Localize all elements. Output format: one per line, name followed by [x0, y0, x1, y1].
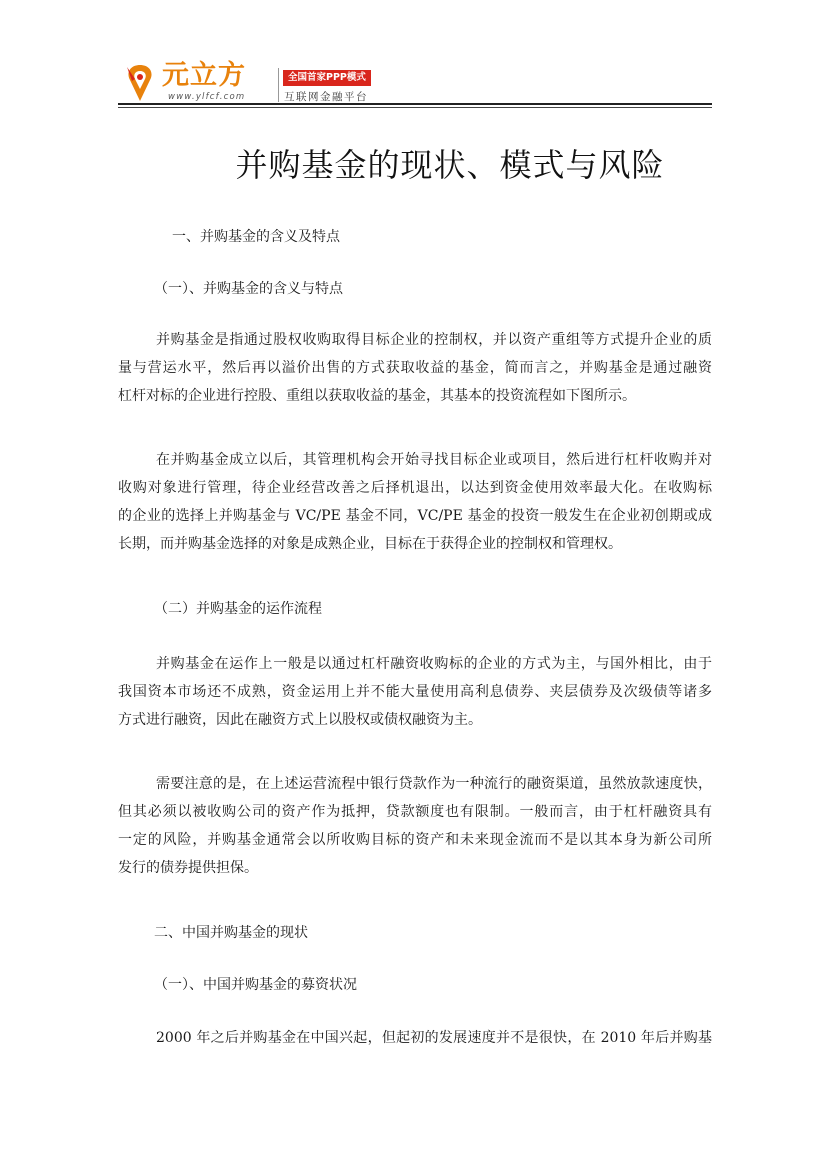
paragraph-line: 长期，而并购基金选择的对象是成熟企业，目标在于获得企业的控制权和管理权。	[118, 536, 622, 552]
paragraph-process	[118, 446, 712, 558]
paragraph-line: 的企业的选择上并购基金与 VC/PE 基金不同，VC/PE 基金的投资一般发生在企业初创期或成	[118, 508, 712, 524]
paragraph-line: 方式进行融资，因此在融资方式上以股权或债权融资为主。	[118, 712, 482, 728]
header-rule-thick	[118, 103, 712, 105]
subsection-heading-1-1: （一）、并购基金的含义与特点	[154, 281, 343, 297]
section-heading-1: 一、并购基金的含义及特点	[172, 229, 340, 245]
paragraph-line: 杠杆对标的企业进行控股、重组以获取收益的基金，其基本的投资流程如下图所示。	[118, 388, 636, 404]
brand-url[interactable]: www.ylfcf.com	[168, 92, 246, 102]
paragraph-line: 在并购基金成立以后，其管理机构会开始寻找目标企业或项目，然后进行杠杆收购并对	[156, 452, 712, 468]
paragraph-definition	[118, 326, 712, 410]
subsection-heading-1-2: （二）并购基金的运作流程	[154, 601, 322, 617]
paragraph-operation	[118, 650, 712, 734]
paragraph-line: 一定的风险，并购基金通常会以所收购目标的资产和未来现金流而不是以其本身为新公司所	[118, 832, 712, 848]
ylfcf-logo-icon	[124, 61, 156, 103]
header-rule-thin	[118, 107, 712, 108]
paragraph-line: 并购基金是指通过股权收购取得目标企业的控制权，并以资产重组等方式提升企业的质	[156, 332, 712, 348]
paragraph-line: 但其必须以被收购公司的资产作为抵押，贷款额度也有限制。一般而言，由于杠杆融资具有	[118, 804, 712, 820]
paragraph-line: 我国资本市场还不成熟，资金运用上并不能大量使用高利息债券、夹层债券及次级债等诸多	[118, 684, 712, 700]
subsection-heading-2-1: （一）、中国并购基金的募资状况	[154, 977, 357, 993]
paragraph-line: 2000 年之后并购基金在中国兴起，但起初的发展速度并不是很快，在 2010 年后并购基	[156, 1030, 712, 1046]
brand-name: 元立方	[162, 60, 246, 91]
paragraph-bank-loans	[118, 770, 712, 882]
paragraph-fundraising	[118, 1024, 712, 1052]
header-divider	[278, 68, 279, 102]
page-header	[118, 58, 712, 108]
paragraph-line: 发行的债券提供担保。	[118, 860, 258, 876]
slogan-badge: 全国首家PPP模式	[283, 70, 371, 86]
document-title: 并购基金的现状、模式与风险	[235, 146, 665, 184]
paragraph-line: 并购基金在运作上一般是以通过杠杆融资收购标的企业的方式为主，与国外相比，由于	[156, 656, 712, 672]
slogan-subtitle: 互联网金融平台	[284, 91, 368, 103]
section-heading-2: 二、中国并购基金的现状	[154, 925, 308, 941]
paragraph-line: 需要注意的是，在上述运营流程中银行贷款作为一种流行的融资渠道，虽然放款速度快，	[156, 776, 712, 792]
paragraph-line: 收购对象进行管理，待企业经营改善之后择机退出，以达到资金使用效率最大化。在收购标	[118, 480, 712, 496]
paragraph-line: 量与营运水平，然后再以溢价出售的方式获取收益的基金，简而言之，并购基金是通过融资	[118, 360, 712, 376]
